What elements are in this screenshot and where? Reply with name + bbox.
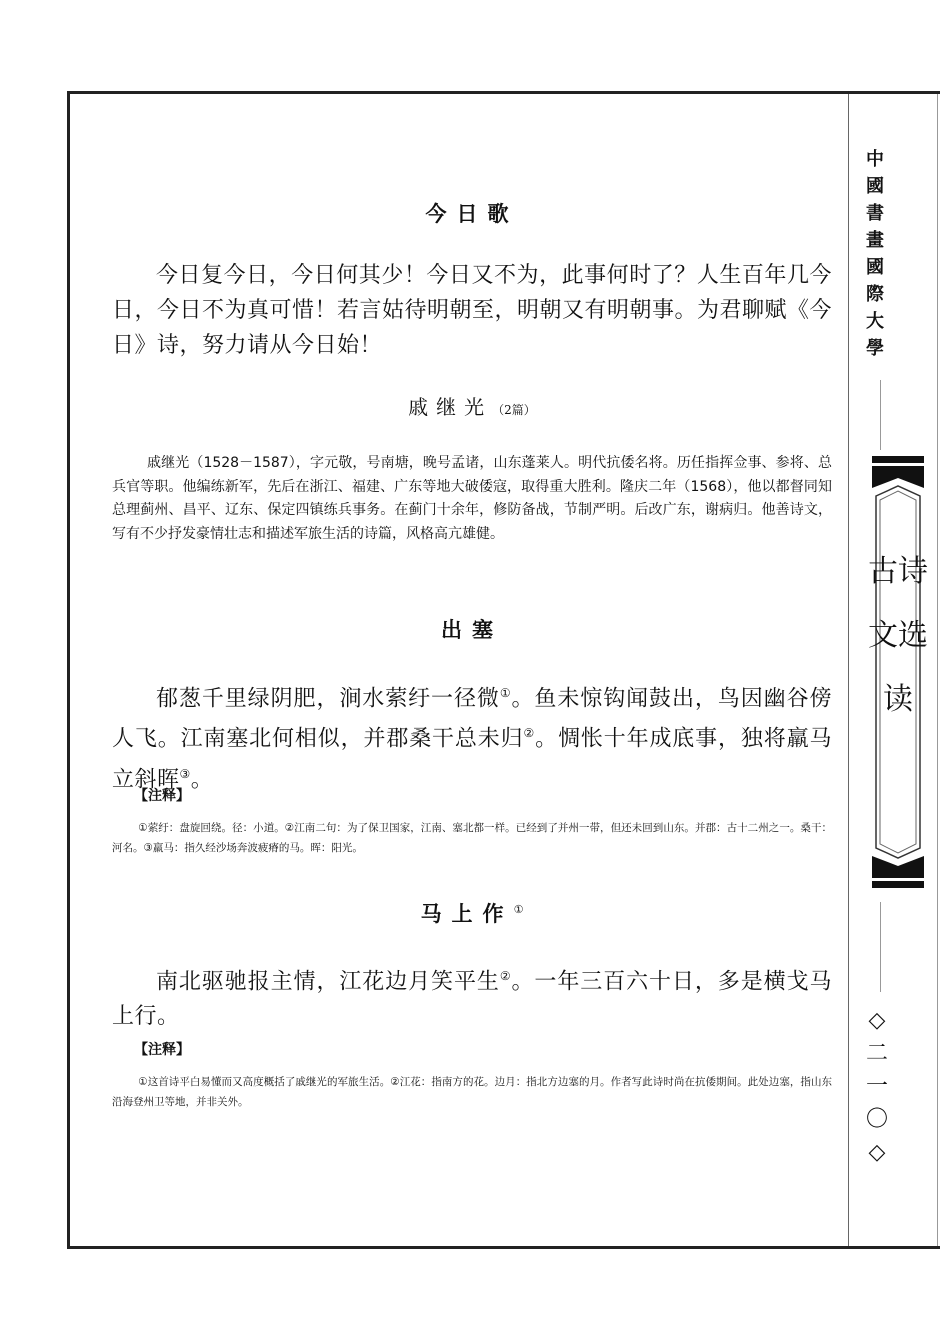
poem-title-text: 今日歌 — [425, 202, 519, 226]
author-heading — [112, 391, 832, 420]
publisher-brand: 中國書畫國際大學 — [866, 149, 884, 359]
notes-label: 【注释】 — [134, 1042, 190, 1058]
notes-text: ①萦纡：盘旋回绕。径：小道。②江南二句：为了保卫国家，江南、塞北都一样。已经到了并州一带，但还未回到山东。并郡：古十二州之一。桑干：河名。③羸马：指久经沙场奔波疲瘠的马。晖：阳光。 — [112, 822, 832, 854]
footnote-mark: ① — [513, 903, 524, 916]
poem-title-text: 马上作 — [420, 902, 514, 926]
sidebar-line — [880, 902, 881, 992]
poem-count: （2篇） — [492, 403, 536, 417]
poem-title — [112, 614, 832, 644]
notes-label: 【注释】 — [134, 788, 190, 804]
footnote-mark: ② — [523, 726, 536, 741]
footnote-mark: ① — [499, 686, 512, 700]
sidebar-divider — [848, 94, 849, 1246]
poem-title — [112, 898, 832, 928]
page-edge — [937, 94, 938, 1246]
sidebar-line — [880, 380, 881, 450]
author-name: 戚继光 — [408, 395, 493, 419]
author-bio: 戚继光（1528－1587），字元敬，号南塘，晚号孟诸，山东蓬莱人。明代抗倭名将。历任指挥佥事、参将、总兵官等职。他编练新军，先后在浙江、福建、广东等地大破倭寇，取得重大胜利。隆庆二年（1568），他以都督同知总理蓟州、昌平、辽东、保定四镇练兵事务。在蓟门十余年，修防备战，节制严明。后改广东，谢病归。他善诗文，写有不少抒发豪情壮志和描述军旅生活的诗篇，风格高亢雄健。 — [112, 455, 832, 542]
poem-body: 今日复今日，今日何其少！今日又不为，此事何时了？人生百年几今日，今日不为真可惜！若言姑待明朝至，明朝又有明朝事。为君聊赋《今日》诗，努力请从今日始！ — [112, 263, 833, 358]
poem-title — [112, 198, 832, 228]
poem-body: 郁葱千里绿阴肥，涧水萦纡一径微①。鱼未惊钩闻鼓出，鸟因幽谷傍人飞。江南塞北何相似，并郡桑干总未归②。惆怅十年成底事，独将羸马立斜晖③。 — [112, 686, 832, 792]
footnote-mark: ② — [499, 969, 512, 983]
poem-title-text: 出塞 — [441, 618, 503, 642]
footnote-mark: ③ — [179, 766, 191, 781]
page-number: ◇二一〇◇ — [865, 1008, 888, 1165]
section-title: 古诗文选读 — [868, 554, 928, 717]
poem-body: 南北驱驰报主情，江花边月笑平生②。一年三百六十日，多是横戈马上行。 — [112, 969, 832, 1030]
notes-text: ①这首诗平白易懂而又高度概括了戚继光的军旅生活。②江花：指南方的花。边月：指北方边塞的月。作者写此诗时尚在抗倭期间。此处边塞，指山东沿海登州卫等地，并非关外。 — [112, 1076, 832, 1108]
